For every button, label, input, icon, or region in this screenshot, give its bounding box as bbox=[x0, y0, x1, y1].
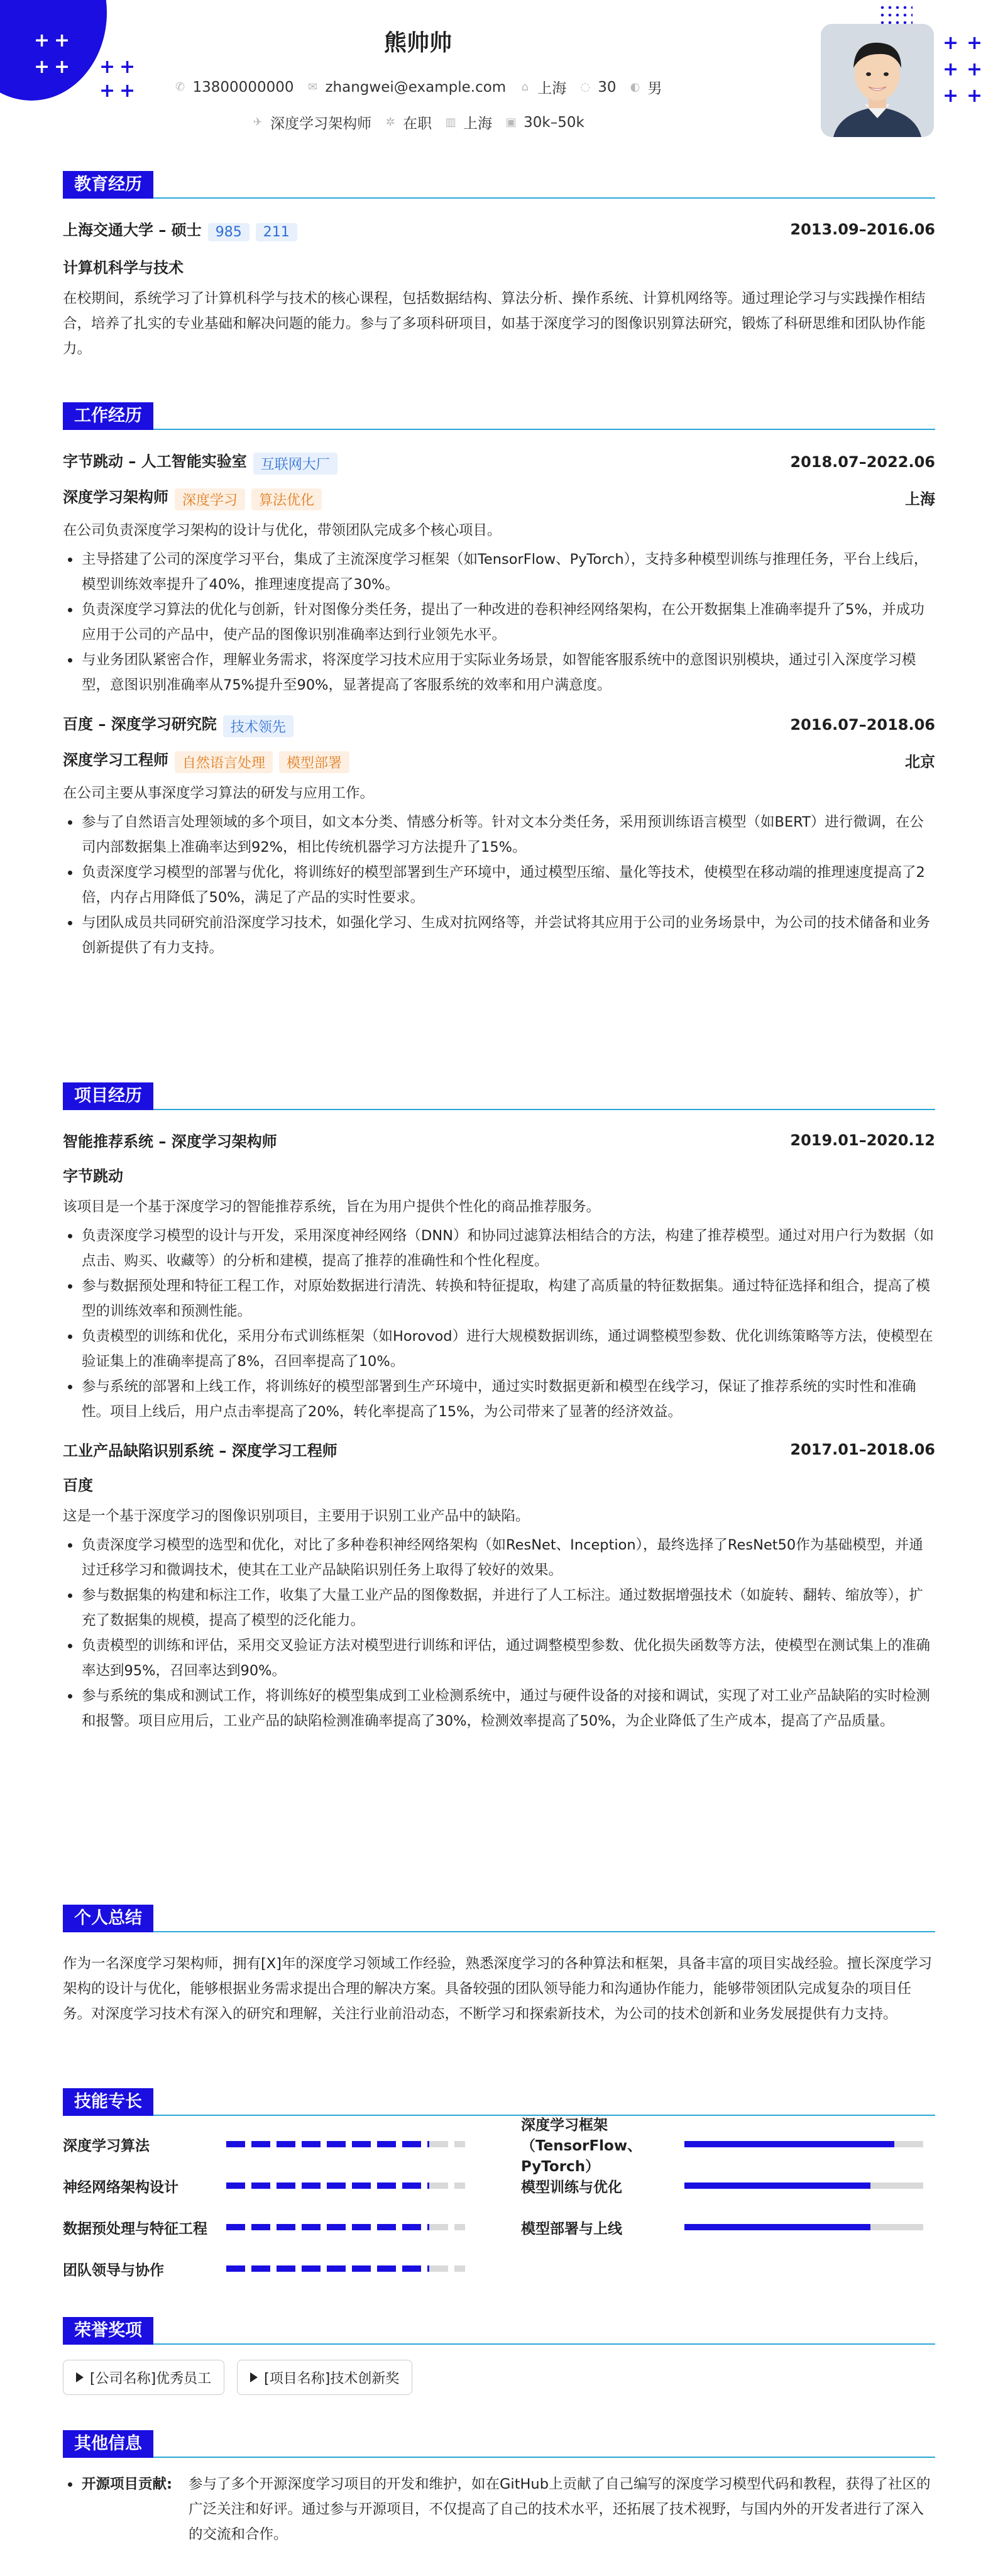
plus-icon: + bbox=[34, 30, 50, 52]
work-entry bbox=[63, 712, 935, 960]
school-tag: 985 bbox=[208, 223, 250, 241]
email-text: zhangwei@example.com bbox=[325, 79, 507, 96]
contact-row bbox=[0, 77, 836, 97]
edu-date: 2013.09–2016.06 bbox=[790, 221, 935, 238]
project-org: 百度 bbox=[63, 1477, 93, 1494]
plus-icon: + bbox=[943, 32, 959, 54]
skill-name: 数据预处理与特征工程 bbox=[63, 2220, 207, 2237]
skill-level-bar bbox=[684, 2182, 923, 2189]
work-bullet: 负责深度学习算法的优化与创新，针对图像分类任务，提出了一种改进的卷积神经网络架构，在公开数据集上准确率提升了5%，并成功应用于公司的产品中，使产品的图像识别准确率达到行业领先水平。 bbox=[63, 597, 935, 647]
plus-icon: + bbox=[943, 58, 959, 80]
project-name: 智能推荐系统 – 深度学习架构师 bbox=[63, 1133, 277, 1150]
plus-icon: + bbox=[99, 80, 116, 102]
project-section bbox=[63, 1082, 935, 1734]
skill-item bbox=[63, 2123, 477, 2165]
skill-item bbox=[63, 2206, 477, 2248]
other-label: 开源项目贡献: bbox=[82, 2476, 172, 2492]
skill-name: 模型部署与上线 bbox=[521, 2220, 622, 2237]
city-text: 上海 bbox=[537, 80, 567, 97]
target-role-text: 深度学习架构师 bbox=[270, 116, 372, 132]
project-bullet: 负责深度学习模型的设计与开发，采用深度神经网络（DNN）和协同过滤算法相结合的方法，构建了推荐模型。通过对用户行为数据（如点击、购买、收藏等）的分析和建模，提高了推荐的准确性和个性化程度。 bbox=[63, 1223, 935, 1274]
section-title: 个人总结 bbox=[63, 1905, 153, 1932]
education-section bbox=[63, 171, 935, 361]
gender-icon: ◐ bbox=[630, 80, 640, 94]
plus-icon: + bbox=[34, 56, 50, 78]
status-text: 在职 bbox=[403, 116, 432, 132]
age-icon: ◌ bbox=[580, 80, 591, 94]
project-entry bbox=[63, 1129, 935, 1424]
skill-level-bar bbox=[226, 2182, 465, 2189]
work-summary: 在公司主要从事深度学习算法的研发与应用工作。 bbox=[63, 785, 375, 801]
company-tag: 互联网大厂 bbox=[253, 453, 337, 475]
skills-section bbox=[63, 2088, 935, 2289]
section-title: 项目经历 bbox=[63, 1082, 153, 1110]
section-title: 技能专长 bbox=[63, 2088, 153, 2116]
skill-level-remaining bbox=[429, 2141, 465, 2147]
candidate-name: 熊帅帅 bbox=[383, 30, 452, 56]
skill-level-remaining bbox=[429, 2265, 465, 2272]
work-section bbox=[63, 402, 935, 960]
skill-level-bar bbox=[226, 2141, 465, 2147]
bullet-dot bbox=[68, 2482, 72, 2487]
award-chip bbox=[237, 2360, 412, 2395]
project-date: 2017.01–2018.06 bbox=[790, 1440, 935, 1458]
plus-icon: + bbox=[119, 56, 136, 78]
plus-icon: + bbox=[967, 58, 983, 80]
work-bullet: 与业务团队紧密合作，理解业务需求，将深度学习技术应用于实际业务场景，如智能客服系统中的意图识别模块，通过引入深度学习模型，意图识别准确率从75%提升至90%，显著提高了客服系统的效率和用户满意度。 bbox=[63, 647, 935, 698]
plus-icon: + bbox=[967, 85, 983, 107]
award-label: [项目名称]技术创新奖 bbox=[264, 2370, 400, 2387]
age-text: 30 bbox=[598, 79, 617, 96]
gender-text: 男 bbox=[647, 80, 662, 97]
role-name: 深度学习工程师 bbox=[63, 751, 168, 769]
work-entry bbox=[63, 449, 935, 698]
skill-level-bar bbox=[684, 2141, 923, 2147]
play-icon bbox=[76, 2372, 84, 2382]
project-date: 2019.01–2020.12 bbox=[790, 1131, 935, 1149]
play-icon bbox=[250, 2372, 258, 2382]
section-title: 工作经历 bbox=[63, 402, 153, 430]
skill-level-fill bbox=[684, 2224, 870, 2230]
project-bullet: 参与系统的部署和上线工作，将训练好的模型部署到生产环境中，通过实时数据更新和模型在线学习，保证了推荐系统的实时性和准确性。项目上线后，用户点击率提高了20%，转化率提高了15%，为公司带来了显著的经济效益。 bbox=[63, 1374, 935, 1424]
project-entry bbox=[63, 1438, 935, 1734]
project-bullet: 参与数据预处理和特征工程工作，对原始数据进行清洗、转换和特征提取，构建了高质量的特征数据集。通过特征选择和组合，提高了模型的训练效率和预测性能。 bbox=[63, 1274, 935, 1324]
home-icon: ⌂ bbox=[521, 80, 529, 94]
skill-level-fill bbox=[684, 2141, 894, 2147]
section-title: 其他信息 bbox=[63, 2430, 153, 2458]
section-title: 教育经历 bbox=[63, 171, 153, 199]
project-bullet: 参与系统的集成和测试工作，将训练好的模型集成到工业检测系统中，通过与硬件设备的对接和调试，实现了对工业产品缺陷的实时检测和报警。项目应用后，工业产品的缺陷检测准确率提高了30%，检测效率提高了50%，为企业降低了生产成本，提高了产品质量。 bbox=[63, 1683, 935, 1734]
work-bullet: 与团队成员共同研究前沿深度学习技术，如强化学习、生成对抗网络等，并尝试将其应用于公司的业务场景中，为公司的技术储备和业务创新提供了有力支持。 bbox=[63, 910, 935, 960]
skill-level-bar bbox=[226, 2265, 465, 2272]
skill-level-bar bbox=[226, 2224, 465, 2230]
other-section bbox=[63, 2430, 935, 2547]
project-bullet: 负责模型的训练和评估，采用交叉验证方法对模型进行训练和评估，通过调整模型参数、优化损失函数等方法，使模型在测试集上的准确率达到95%，召回率达到90%。 bbox=[63, 1633, 935, 1683]
skill-item bbox=[521, 2165, 935, 2206]
work-bullet: 主导搭建了公司的深度学习平台，集成了主流深度学习框架（如TensorFlow、PyTorch），支持多种模型训练与推理任务，平台上线后，模型训练效率提升了40%，推理速度提高了30%。 bbox=[63, 547, 935, 597]
phone-text: 13800000000 bbox=[192, 79, 294, 96]
project-name: 工业产品缺陷识别系统 – 深度学习工程师 bbox=[63, 1442, 337, 1460]
edu-desc: 在校期间，系统学习了计算机科学与技术的核心课程，包括数据结构、算法分析、操作系统、计算机网络等。通过理论学习与实践操作相结合，培养了扎实的专业基础和解决问题的能力。参与了多项科研项目，如基于深度学习的图像识别算法研究，锻炼了科研思维和团队协作能力。 bbox=[63, 290, 926, 357]
skills-grid bbox=[63, 2116, 935, 2289]
role-tag: 深度学习 bbox=[175, 488, 245, 510]
project-bullet: 参与数据集的构建和标注工作，收集了大量工业产品的图像数据，并进行了人工标注。通过数据增强技术（如旋转、翻转、缩放等），扩充了数据集的规模，提高了模型的泛化能力。 bbox=[63, 1583, 935, 1633]
award-label: [公司名称]优秀员工 bbox=[90, 2370, 212, 2387]
project-bullet: 负责模型的训练和优化，采用分布式训练框架（如Horovod）进行大规模数据训练，通过调整模型参数、优化训练策略等方法，使模型在验证集上的准确率提高了8%，召回率提高了10%。 bbox=[63, 1324, 935, 1374]
skill-level-fill bbox=[684, 2182, 870, 2189]
profile-photo bbox=[821, 24, 934, 137]
company-name: 百度 – 深度学习研究院 bbox=[63, 715, 217, 733]
project-summary: 这是一个基于深度学习的图像识别项目，主要用于识别工业产品中的缺陷。 bbox=[63, 1508, 530, 1524]
awards-section bbox=[63, 2317, 935, 2395]
project-bullet: 负责深度学习模型的选型和优化，对比了多种卷积神经网络架构（如ResNet、Inception），最终选择了ResNet50作为基础模型，并通过迁移学习和微调技术，使其在工业产品缺陷识别任务上取得了较好的效果。 bbox=[63, 1533, 935, 1583]
job-intent-row bbox=[0, 112, 836, 133]
email-icon: ✉ bbox=[307, 80, 318, 94]
skill-name: 深度学习框架（TensorFlow、PyTorch） bbox=[521, 2116, 642, 2175]
role-tag: 算法优化 bbox=[251, 488, 322, 510]
target-city-text: 上海 bbox=[463, 116, 493, 132]
project-org: 字节跳动 bbox=[63, 1167, 123, 1185]
skill-level-remaining bbox=[429, 2182, 465, 2189]
skill-item bbox=[521, 2116, 935, 2175]
award-chip bbox=[63, 2360, 224, 2395]
work-date: 2018.07–2022.06 bbox=[790, 453, 935, 471]
skill-level-remaining bbox=[429, 2224, 465, 2230]
school-name: 上海交通大学 – 硕士 bbox=[63, 221, 202, 239]
plus-icon: + bbox=[967, 32, 983, 54]
work-bullet: 负责深度学习模型的部署与优化，将训练好的模型部署到生产环境中，通过模型压缩、量化等技术，使模型在移动端的推理速度提高了2倍，内存占用降低了50%，满足了产品的实时性要求。 bbox=[63, 860, 935, 910]
send-icon: ✈ bbox=[253, 115, 263, 129]
other-text: 参与了多个开源深度学习项目的开发和维护，如在GitHub上贡献了自己编写的深度学习模型代码和教程，获得了社区的广泛关注和好评。通过参与开源项目，不仅提高了自己的技术水平，还拓展了技术视野，与国内外的开发者进行了深入的交流和合作。 bbox=[189, 2476, 931, 2543]
phone-icon: ✆ bbox=[175, 80, 185, 94]
other-item bbox=[63, 2472, 935, 2547]
salary-text: 30k–50k bbox=[524, 114, 584, 131]
school-tag: 211 bbox=[256, 223, 297, 241]
skill-level-bar bbox=[684, 2224, 923, 2230]
plus-icon: + bbox=[99, 56, 116, 78]
building-icon: ▥ bbox=[445, 115, 456, 129]
work-bullet: 参与了自然语言处理领域的多个项目，如文本分类、情感分析等。针对文本分类任务，采用预训练语言模型（如BERT）进行微调，在公司内部数据集上准确率达到92%，相比传统机器学习方法提升了15%。 bbox=[63, 810, 935, 860]
company-name: 字节跳动 – 人工智能实验室 bbox=[63, 453, 247, 470]
plus-icon: + bbox=[119, 80, 136, 102]
summary-text: 作为一名深度学习架构师，拥有[X]年的深度学习领域工作经验，熟悉深度学习的各种算法和框架，具备丰富的项目实战经验。擅长深度学习架构的设计与优化，能够根据业务需求提出合理的解决方案。具备较强的团队领导能力和沟通协作能力，能够带领团队完成复杂的项目任务。对深度学习技术有深入的研究和理解，关注行业前沿动态，不断学习和探索新技术，为公司的技术创新和业务发展提供有力支持。 bbox=[63, 1956, 932, 2022]
plus-icon: + bbox=[54, 30, 70, 52]
skill-item bbox=[521, 2206, 935, 2248]
skill-item bbox=[63, 2248, 477, 2289]
role-tag: 自然语言处理 bbox=[175, 751, 273, 773]
company-tag: 技术领先 bbox=[223, 715, 293, 737]
major: 计算机科学与技术 bbox=[63, 259, 184, 277]
skill-name: 团队领导与协作 bbox=[63, 2262, 164, 2279]
salary-icon: ▣ bbox=[505, 115, 517, 129]
plus-icon: + bbox=[943, 85, 959, 107]
section-title: 荣誉奖项 bbox=[63, 2317, 153, 2345]
work-location: 上海 bbox=[905, 490, 935, 508]
role-name: 深度学习架构师 bbox=[63, 488, 168, 506]
project-summary: 该项目是一个基于深度学习的智能推荐系统，旨在为用户提供个性化的商品推荐服务。 bbox=[63, 1199, 601, 1215]
dot-grid-decoration bbox=[879, 4, 913, 25]
work-summary: 在公司负责深度学习架构的设计与优化，带领团队完成多个核心项目。 bbox=[63, 522, 502, 539]
role-tag: 模型部署 bbox=[279, 751, 349, 773]
work-location: 北京 bbox=[905, 753, 935, 771]
skill-name: 模型训练与优化 bbox=[521, 2179, 622, 2196]
summary-section bbox=[63, 1905, 935, 2027]
work-date: 2016.07–2018.06 bbox=[790, 715, 935, 734]
plus-icon: + bbox=[54, 56, 70, 78]
status-icon: ✲ bbox=[385, 115, 395, 129]
skill-name: 神经网络架构设计 bbox=[63, 2179, 178, 2196]
skill-item bbox=[63, 2165, 477, 2206]
skill-name: 深度学习算法 bbox=[63, 2137, 150, 2154]
